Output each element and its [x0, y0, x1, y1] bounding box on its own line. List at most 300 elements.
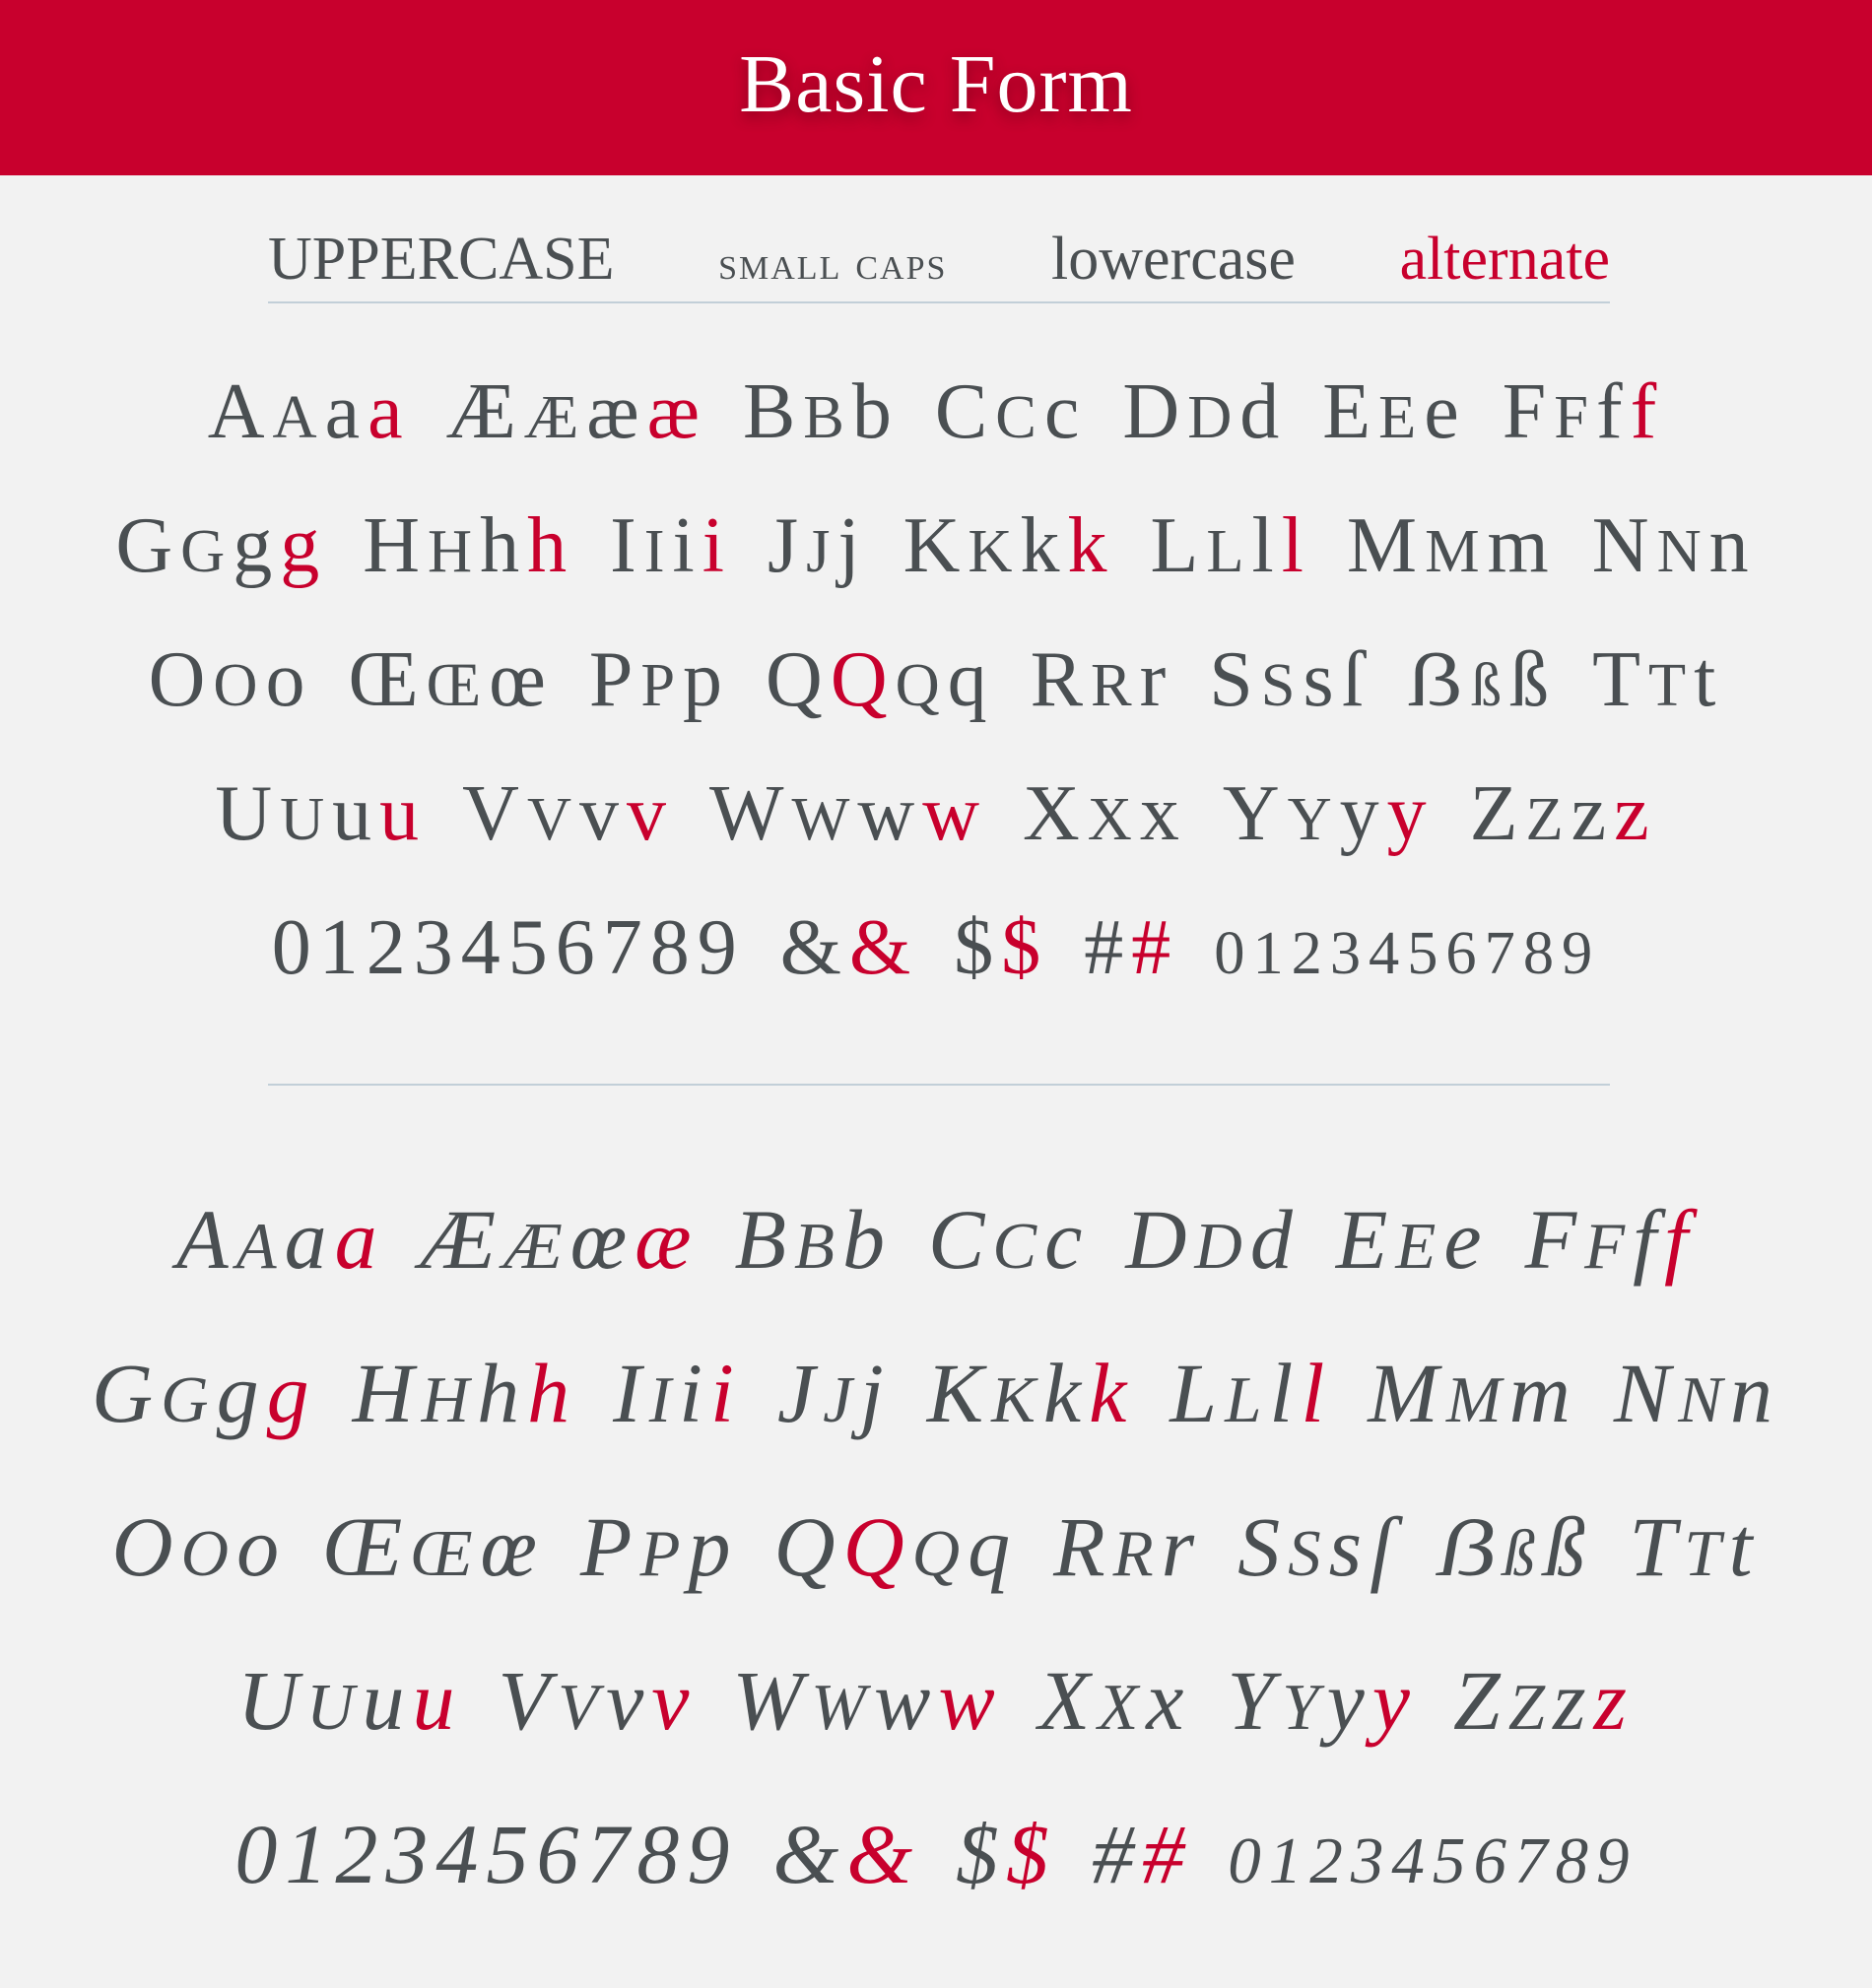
glyph: B: [794, 1209, 843, 1283]
glyph: V: [498, 1653, 559, 1748]
glyph: H: [428, 517, 481, 585]
alternate-glyph: &: [849, 904, 919, 991]
glyph: J: [776, 1346, 824, 1440]
glyph: A: [207, 368, 273, 455]
glyph-row: [0, 1162, 1872, 1316]
glyph-group: [1322, 345, 1467, 485]
glyph: o: [236, 1499, 288, 1594]
glyph: I: [643, 517, 673, 585]
glyph: y: [1326, 1653, 1372, 1748]
glyph: Œ: [348, 636, 427, 723]
glyph: k: [1020, 502, 1068, 589]
glyph: ß: [1509, 636, 1558, 723]
glyph: Z: [1507, 1670, 1554, 1744]
glyph: C: [992, 1209, 1045, 1283]
glyph-group: [773, 1470, 1018, 1630]
glyph: h: [480, 502, 528, 589]
glyph: P: [588, 636, 641, 723]
glyph: P: [640, 651, 684, 719]
glyph: T: [1592, 636, 1649, 723]
glyph: S: [1237, 1499, 1289, 1594]
glyph: W: [732, 1653, 812, 1748]
glyph: C: [934, 368, 996, 455]
glyph: K: [968, 517, 1021, 585]
glyph-group: [176, 1162, 385, 1323]
glyph: A: [235, 1209, 285, 1283]
glyph: U: [280, 785, 333, 853]
glyph-row: [0, 1470, 1872, 1624]
alternate-glyph: w: [938, 1653, 1003, 1748]
glyph: Y: [1287, 785, 1340, 853]
glyph-group: [610, 479, 732, 619]
legend-alternate: alternate: [1399, 226, 1610, 293]
glyph: x: [1146, 1653, 1192, 1748]
glyph: Y: [1222, 770, 1288, 857]
alternate-glyph: k: [1089, 1346, 1135, 1440]
glyph-group: [777, 1316, 892, 1477]
glyph: Œ: [322, 1499, 411, 1594]
glyph: D: [1187, 383, 1240, 451]
glyph: j: [837, 502, 868, 589]
alternate-glyph: Q: [842, 1499, 912, 1594]
glyph: M: [1346, 502, 1426, 589]
glyph: q: [968, 1499, 1019, 1594]
glyph: u: [332, 770, 380, 857]
glyph: r: [1139, 636, 1174, 723]
glyph: n: [1729, 1346, 1780, 1440]
glyph-group: [580, 1470, 739, 1630]
glyph-group: [1209, 613, 1371, 753]
alternate-glyph: f: [1630, 368, 1665, 455]
glyph: Y: [1227, 1653, 1283, 1748]
glyph: c: [1043, 368, 1088, 455]
glyph: æ: [586, 368, 647, 455]
glyph: B: [734, 1192, 795, 1287]
glyph: O: [213, 651, 266, 719]
glyph: D: [1194, 1209, 1250, 1283]
glyph-group: [149, 613, 313, 753]
glyph: S: [1209, 636, 1261, 723]
alternate-glyph: z: [1614, 770, 1657, 857]
glyph: ſ: [1370, 1499, 1402, 1594]
glyph: B: [803, 383, 852, 451]
glyph: E: [1335, 1192, 1396, 1287]
glyph: S: [1288, 1516, 1329, 1590]
glyph: y: [1339, 770, 1387, 857]
glyph: H: [363, 502, 428, 589]
glyph-group: [935, 345, 1088, 485]
glyph: t: [1728, 1499, 1761, 1594]
glyph-group: [1170, 1316, 1332, 1477]
glyph: 0123456789: [234, 1807, 738, 1901]
glyph: ẞ: [1437, 1499, 1503, 1594]
glyph-row: [0, 479, 1872, 613]
section-divider: [268, 1084, 1610, 1086]
glyph: z: [1571, 770, 1615, 857]
alternate-glyph: i: [710, 1346, 742, 1440]
alternate-glyph: y: [1371, 1653, 1418, 1748]
glyph-group: [446, 345, 707, 485]
glyph-group: [353, 1316, 578, 1477]
glyph-group: [903, 479, 1115, 619]
glyph-group: [956, 1777, 1056, 1931]
glyph: T: [1629, 1499, 1685, 1594]
glyph: X: [1022, 770, 1088, 857]
alternate-glyph: Q: [830, 636, 896, 723]
glyph: N: [1656, 517, 1709, 585]
glyph-group: [1470, 747, 1657, 887]
alternate-glyph: &: [846, 1807, 921, 1901]
glyph: C: [928, 1192, 993, 1287]
glyph: g: [216, 1346, 267, 1440]
legend-uppercase: UPPERCASE: [268, 226, 615, 293]
alternate-glyph: u: [379, 770, 428, 857]
glyph: Æ: [503, 1209, 570, 1283]
glyph-group: [1368, 1316, 1578, 1477]
glyph-group: [363, 479, 574, 619]
glyph: B: [742, 368, 804, 455]
glyph: U: [306, 1670, 363, 1744]
glyph-group: [709, 747, 987, 887]
glyph: v: [606, 1653, 652, 1748]
glyph: b: [851, 368, 900, 455]
glyph: &: [772, 1807, 847, 1901]
alternate-glyph: g: [280, 502, 328, 589]
glyph-group: [1122, 345, 1287, 485]
glyph: T: [1684, 1516, 1729, 1590]
glyph: Q: [911, 1516, 969, 1590]
glyph: X: [1037, 1653, 1099, 1748]
glyph-row: [0, 747, 1872, 881]
glyph-group: [1629, 1470, 1760, 1630]
glyph: q: [947, 636, 995, 723]
glyph: J: [823, 1362, 860, 1436]
glyph: g: [233, 502, 281, 589]
glyph: $: [954, 904, 1002, 991]
glyph: œ: [480, 1499, 545, 1594]
glyph: ſ: [1341, 636, 1371, 723]
glyph: Æ: [420, 1192, 504, 1287]
glyph: L: [1170, 1346, 1226, 1440]
italic-glyph-specimen: [0, 1162, 1872, 1931]
alternate-glyph: $: [1006, 1807, 1057, 1901]
alternate-glyph: a: [334, 1192, 385, 1287]
glyph: S: [1260, 651, 1304, 719]
glyph: V: [462, 770, 527, 857]
glyph: N: [1591, 502, 1657, 589]
glyph-group: [1614, 1316, 1780, 1477]
glyph-group: [927, 1316, 1134, 1477]
glyph-group: [1125, 1162, 1301, 1323]
glyph: Q: [773, 1499, 843, 1594]
glyph: o: [265, 636, 313, 723]
glyph-group: [1214, 881, 1600, 1021]
glyph: K: [926, 1346, 992, 1440]
glyph: I: [610, 502, 644, 589]
glyph-group: [954, 881, 1048, 1015]
glyph: G: [92, 1346, 162, 1440]
glyph: e: [1424, 368, 1467, 455]
alternate-glyph: l: [1281, 502, 1311, 589]
glyph: R: [1091, 651, 1140, 719]
glyph: R: [1030, 636, 1092, 723]
glyph: a: [284, 1192, 335, 1287]
glyph: W: [709, 770, 792, 857]
alternate-glyph: h: [527, 502, 575, 589]
glyph: v: [579, 770, 627, 857]
glyph: G: [161, 1362, 217, 1436]
glyph: p: [688, 1499, 739, 1594]
glyph: h: [477, 1346, 528, 1440]
glyph-group: [237, 1624, 463, 1784]
glyph: Y: [1282, 1670, 1327, 1744]
alternate-glyph: æ: [635, 1192, 700, 1287]
glyph-group: [768, 479, 868, 619]
glyph: Q: [766, 636, 831, 723]
glyph: A: [176, 1192, 236, 1287]
glyph: e: [1443, 1192, 1490, 1287]
glyph: R: [1053, 1499, 1113, 1594]
glyph: l: [1269, 1346, 1302, 1440]
glyph: O: [148, 636, 214, 723]
glyph: m: [1487, 502, 1557, 589]
glyph: w: [857, 770, 923, 857]
alternate-glyph: i: [702, 502, 732, 589]
glyph-group: [1525, 1162, 1696, 1323]
glyph: N: [1613, 1346, 1679, 1440]
glyph: M: [1425, 517, 1488, 585]
glyph: M: [1368, 1346, 1446, 1440]
glyph: n: [1708, 502, 1757, 589]
glyph-row: [0, 1624, 1872, 1777]
glyph: Œ: [410, 1516, 481, 1590]
alternate-glyph: f: [1664, 1192, 1696, 1287]
glyph-group: [780, 881, 918, 1015]
glyph-group: [92, 1316, 317, 1477]
glyph-group: [421, 1162, 700, 1323]
glyph: O: [180, 1516, 237, 1590]
glyph: Q: [895, 651, 948, 719]
glyph: M: [1445, 1362, 1509, 1436]
glyph: 0123456789: [271, 904, 745, 991]
glyph: x: [1139, 770, 1187, 857]
glyph: f: [1633, 1192, 1665, 1287]
glyph-group: [234, 1777, 737, 1931]
glyph-group: [208, 345, 411, 485]
glyph-group: [1038, 1624, 1192, 1784]
glyph: ß: [1543, 1499, 1594, 1594]
glyph: k: [1042, 1346, 1090, 1440]
glyph-group: [732, 1624, 1002, 1784]
glyph: A: [272, 383, 325, 451]
glyph: ẞ: [1406, 636, 1471, 723]
upright-glyph-specimen: [0, 345, 1872, 1015]
glyph: t: [1694, 636, 1724, 723]
glyph: J: [806, 517, 838, 585]
glyph: Æ: [523, 383, 587, 451]
alternate-glyph: v: [651, 1653, 698, 1748]
glyph: œ: [489, 636, 554, 723]
alternate-glyph: a: [368, 368, 411, 455]
glyph: I: [613, 1346, 649, 1440]
glyph-group: [613, 1316, 742, 1477]
glyph-group: [112, 1470, 288, 1630]
legend-lowercase: lowercase: [1051, 226, 1296, 293]
glyph-group: [1437, 1470, 1593, 1630]
glyph-group: [1347, 479, 1557, 619]
glyph: Z: [1452, 1653, 1508, 1748]
glyph: i: [672, 502, 702, 589]
glyph-group: [1336, 1162, 1490, 1323]
glyph: $: [956, 1807, 1007, 1901]
glyph: m: [1508, 1346, 1578, 1440]
glyph: C: [995, 383, 1044, 451]
glyph: U: [215, 770, 281, 857]
glyph-row: [0, 613, 1872, 747]
alternate-glyph: g: [266, 1346, 317, 1440]
glyph: O: [111, 1499, 181, 1594]
glyph-group: [734, 1162, 893, 1323]
glyph: j: [859, 1346, 892, 1440]
glyph: i: [679, 1346, 711, 1440]
glyph: p: [683, 636, 731, 723]
glyph: U: [236, 1653, 307, 1748]
page-title: Basic Form: [739, 37, 1133, 130]
glyph-group: [499, 1624, 698, 1784]
glyph: P: [579, 1499, 640, 1594]
glyph-group: [743, 345, 900, 485]
glyph: H: [421, 1362, 478, 1436]
alternate-glyph: v: [627, 770, 674, 857]
glyph: f: [1595, 368, 1631, 455]
header-banner: [0, 0, 1872, 175]
glyph-group: [462, 747, 674, 887]
glyph: D: [1125, 1192, 1195, 1287]
alternate-glyph: $: [1001, 904, 1049, 991]
glyph: œ: [569, 1192, 635, 1287]
glyph-group: [1407, 613, 1557, 753]
glyph-group: [1237, 1470, 1401, 1630]
glyph-group: [1150, 479, 1310, 619]
glyph: T: [1648, 651, 1695, 719]
glyph-group: [115, 479, 327, 619]
glyph: #: [1084, 904, 1132, 991]
legend-small-caps: small caps: [718, 237, 948, 290]
glyph: 0123456789: [1228, 1823, 1638, 1897]
glyph: G: [180, 517, 234, 585]
glyph: F: [1502, 368, 1555, 455]
alternate-glyph: æ: [646, 368, 707, 455]
glyph: J: [767, 502, 807, 589]
glyph: F: [1524, 1192, 1585, 1287]
glyph: P: [639, 1516, 689, 1590]
glyph: ß: [1502, 1516, 1544, 1590]
alternate-glyph: z: [1593, 1653, 1635, 1748]
alternate-glyph: u: [412, 1653, 463, 1748]
glyph: w: [873, 1653, 939, 1748]
glyph-group: [1092, 1777, 1192, 1931]
glyph: E: [1322, 368, 1379, 455]
glyph: W: [791, 785, 858, 853]
glyph-group: [772, 1777, 920, 1931]
glyph-group: [1227, 1624, 1418, 1784]
glyph: s: [1328, 1499, 1371, 1594]
glyph: V: [526, 785, 579, 853]
glyph-group: [272, 881, 745, 1015]
glyph: G: [115, 502, 181, 589]
glyph: W: [811, 1670, 874, 1744]
glyph: #: [1092, 1807, 1143, 1901]
glyph-row: [0, 1316, 1872, 1470]
glyph: X: [1087, 785, 1140, 853]
glyph: &: [779, 904, 850, 991]
glyph: L: [1206, 517, 1252, 585]
glyph: X: [1098, 1670, 1147, 1744]
glyph: N: [1678, 1362, 1730, 1436]
glyph-group: [1031, 613, 1174, 753]
glyph-group: [1228, 1777, 1637, 1938]
alternate-glyph: l: [1301, 1346, 1333, 1440]
glyph: Æ: [445, 368, 524, 455]
glyph: u: [362, 1653, 413, 1748]
glyph-group: [1453, 1624, 1635, 1784]
glyph-group: [1023, 747, 1187, 887]
glyph-row: [0, 881, 1872, 1015]
alternate-glyph: #: [1142, 1807, 1193, 1901]
glyph: Œ: [426, 651, 490, 719]
glyph: r: [1161, 1499, 1203, 1594]
alternate-glyph: w: [922, 770, 987, 857]
glyph-group: [1503, 345, 1664, 485]
glyph: Z: [1469, 770, 1526, 857]
glyph: K: [991, 1362, 1043, 1436]
glyph: 0123456789: [1214, 919, 1601, 987]
glyph: L: [1225, 1362, 1270, 1436]
glyph-group: [322, 1470, 545, 1630]
glyph: l: [1251, 502, 1282, 589]
alternate-glyph: k: [1067, 502, 1115, 589]
glyph: b: [842, 1192, 894, 1287]
alternate-glyph: #: [1131, 904, 1179, 991]
glyph: H: [352, 1346, 422, 1440]
glyph: a: [324, 368, 368, 455]
glyph: L: [1150, 502, 1207, 589]
glyph: D: [1122, 368, 1188, 455]
glyph: s: [1303, 636, 1342, 723]
glyph: z: [1553, 1653, 1594, 1748]
glyph-group: [589, 613, 730, 753]
glyph: E: [1378, 383, 1425, 451]
glyph-group: [766, 613, 995, 753]
glyph: V: [558, 1670, 607, 1744]
style-legend: [268, 225, 1610, 303]
alternate-glyph: h: [527, 1346, 578, 1440]
glyph-row: [0, 345, 1872, 479]
glyph: c: [1044, 1192, 1091, 1287]
glyph-group: [1223, 747, 1435, 887]
glyph-group: [1084, 881, 1178, 1015]
glyph: d: [1239, 368, 1288, 455]
glyph-row: [0, 1777, 1872, 1931]
glyph-group: [1592, 613, 1723, 753]
glyph-group: [1592, 479, 1757, 619]
glyph-group: [215, 747, 427, 887]
glyph: Z: [1525, 785, 1571, 853]
glyph: d: [1249, 1192, 1301, 1287]
glyph-group: [928, 1162, 1090, 1323]
glyph: ß: [1470, 651, 1510, 719]
glyph: F: [1554, 383, 1596, 451]
